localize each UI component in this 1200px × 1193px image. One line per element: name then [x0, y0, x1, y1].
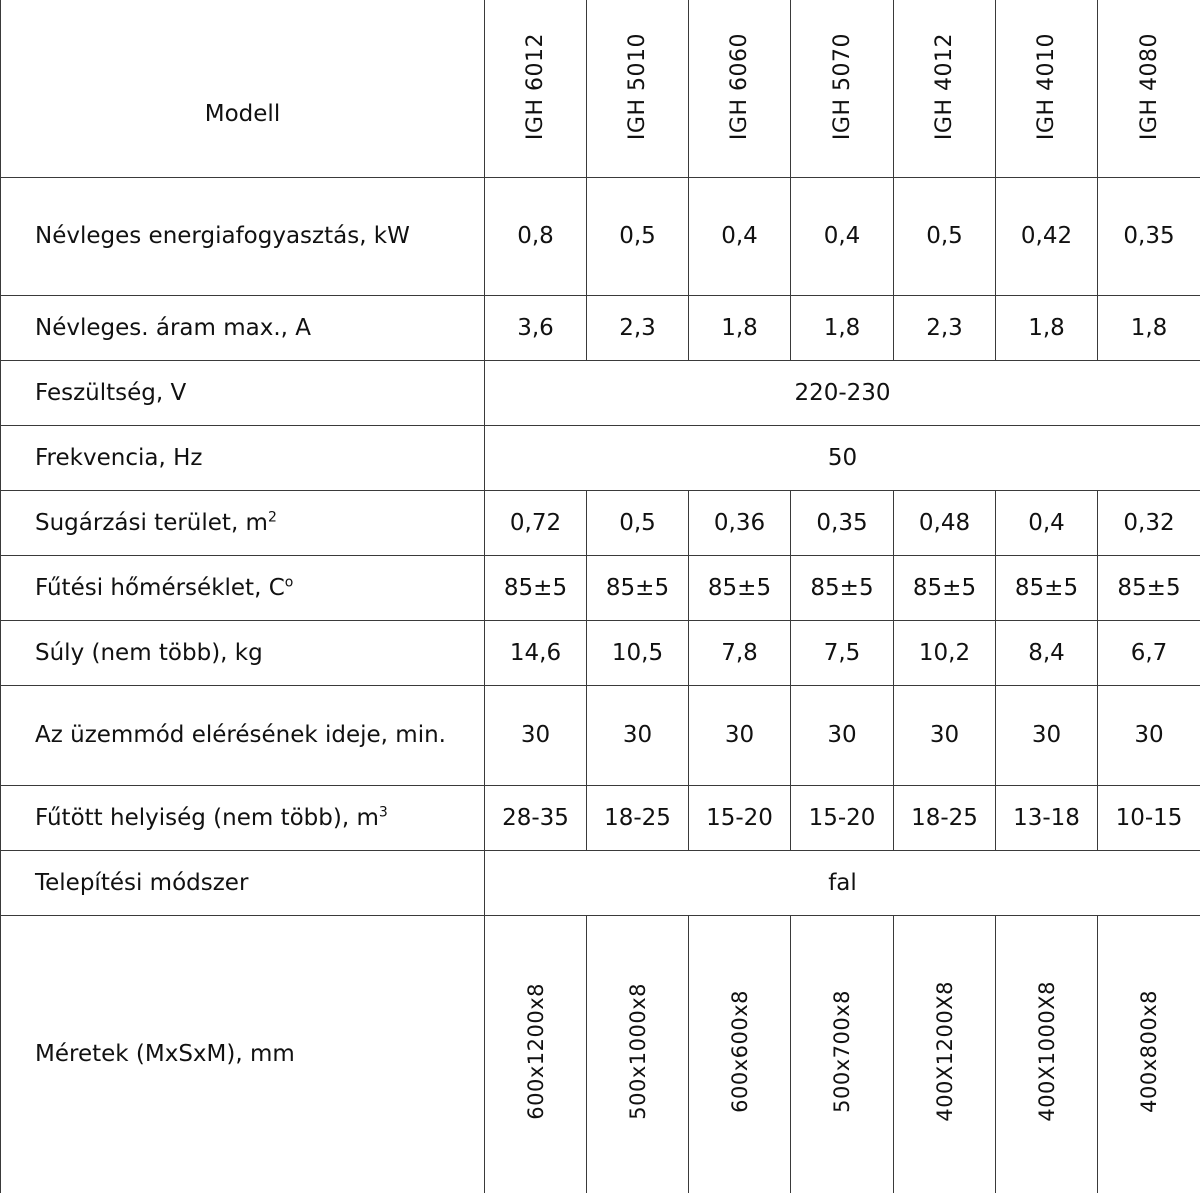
area-value: 0,36 [689, 490, 791, 555]
model-name [894, 0, 996, 177]
room-unit-superscript: 3 [379, 804, 388, 820]
room-value: 15-20 [689, 785, 791, 850]
area-value: 0,72 [485, 490, 587, 555]
dimensions-value-text: 600x600x8 [728, 990, 752, 1113]
dimensions-value-text: 400x800x8 [1137, 990, 1161, 1113]
temperature-unit-superscript: o [285, 574, 294, 590]
temperature-value: 85±5 [894, 555, 996, 620]
install-row [1, 850, 1200, 915]
current-row [1, 295, 1200, 360]
current-value: 1,8 [689, 295, 791, 360]
model-name [689, 0, 791, 177]
model-name [1098, 0, 1200, 177]
frequency-row [1, 425, 1200, 490]
dimensions-value-text: 500x1000x8 [626, 983, 650, 1120]
power-value: 0,35 [1098, 177, 1200, 295]
weight-value: 6,7 [1098, 620, 1200, 685]
voltage-row [1, 360, 1200, 425]
warmup-value: 30 [1098, 685, 1200, 785]
area-value: 0,4 [996, 490, 1098, 555]
power-value: 0,4 [689, 177, 791, 295]
current-value: 2,3 [894, 295, 996, 360]
weight-value: 10,5 [587, 620, 689, 685]
model-name-text: IGH 6012 [523, 33, 548, 140]
model-header-label: Modell [1, 0, 485, 177]
dimensions-value [485, 915, 587, 1193]
room-value: 18-25 [587, 785, 689, 850]
room-row [1, 785, 1200, 850]
power-value: 0,5 [587, 177, 689, 295]
install-label: Telepítési módszer [1, 850, 485, 915]
temperature-label: Fűtési hőmérséklet, C [35, 575, 285, 601]
current-value: 1,8 [1098, 295, 1200, 360]
current-label: Névleges. áram max., A [1, 295, 485, 360]
model-name [791, 0, 894, 177]
power-value: 0,4 [791, 177, 894, 295]
power-value: 0,5 [894, 177, 996, 295]
temperature-value: 85±5 [1098, 555, 1200, 620]
current-value: 1,8 [791, 295, 894, 360]
room-value: 28-35 [485, 785, 587, 850]
warmup-label: Az üzemmód elérésének ideje, min. [1, 685, 485, 785]
room-value: 10-15 [1098, 785, 1200, 850]
current-value: 3,6 [485, 295, 587, 360]
model-name-text: IGH 4012 [932, 33, 957, 140]
area-label: Sugárzási terület, m [35, 510, 268, 536]
dimensions-label: Méretek (MxSxM), mm [1, 915, 485, 1193]
current-value: 2,3 [587, 295, 689, 360]
temperature-value: 85±5 [485, 555, 587, 620]
current-value: 1,8 [996, 295, 1098, 360]
model-name [587, 0, 689, 177]
model-name-text: IGH 5070 [830, 33, 855, 140]
dimensions-value-text: 500x700x8 [830, 990, 854, 1113]
dimensions-value [587, 915, 689, 1193]
warmup-value: 30 [894, 685, 996, 785]
weight-value: 10,2 [894, 620, 996, 685]
model-name-text: IGH 6060 [727, 33, 752, 140]
frequency-value: 50 [485, 425, 1200, 490]
temperature-value: 85±5 [996, 555, 1098, 620]
power-value: 0,42 [996, 177, 1098, 295]
area-label-cell [1, 490, 485, 555]
dimensions-value-text: 400X1200X8 [933, 981, 957, 1122]
weight-value: 7,5 [791, 620, 894, 685]
dimensions-value [996, 915, 1098, 1193]
room-value: 15-20 [791, 785, 894, 850]
warmup-value: 30 [587, 685, 689, 785]
dimensions-value [894, 915, 996, 1193]
area-unit-superscript: 2 [268, 509, 277, 525]
area-value: 0,5 [587, 490, 689, 555]
dimensions-value-text: 600x1200x8 [524, 983, 548, 1120]
room-label-cell [1, 785, 485, 850]
model-name-text: IGH 4080 [1137, 33, 1162, 140]
weight-label: Súly (nem több), kg [1, 620, 485, 685]
install-value: fal [485, 850, 1200, 915]
dimensions-value [689, 915, 791, 1193]
area-value: 0,35 [791, 490, 894, 555]
dimensions-value [791, 915, 894, 1193]
room-value: 13-18 [996, 785, 1098, 850]
temperature-value: 85±5 [587, 555, 689, 620]
area-value: 0,32 [1098, 490, 1200, 555]
room-value: 18-25 [894, 785, 996, 850]
warmup-row [1, 685, 1200, 785]
model-name-text: IGH 4010 [1034, 33, 1059, 140]
dimensions-value [1098, 915, 1200, 1193]
warmup-value: 30 [996, 685, 1098, 785]
warmup-value: 30 [791, 685, 894, 785]
model-name [485, 0, 587, 177]
power-row [1, 177, 1200, 295]
temperature-row [1, 555, 1200, 620]
temperature-value: 85±5 [791, 555, 894, 620]
room-label: Fűtött helyiség (nem több), m [35, 805, 379, 831]
voltage-label: Feszültség, V [1, 360, 485, 425]
voltage-value: 220-230 [485, 360, 1200, 425]
weight-value: 14,6 [485, 620, 587, 685]
warmup-value: 30 [689, 685, 791, 785]
warmup-value: 30 [485, 685, 587, 785]
weight-value: 7,8 [689, 620, 791, 685]
power-value: 0,8 [485, 177, 587, 295]
power-label: Névleges energiafogyasztás, kW [1, 177, 485, 295]
temperature-value: 85±5 [689, 555, 791, 620]
dimensions-row [1, 915, 1200, 1193]
area-row [1, 490, 1200, 555]
temperature-label-cell [1, 555, 485, 620]
frequency-label: Frekvencia, Hz [1, 425, 485, 490]
weight-value: 8,4 [996, 620, 1098, 685]
area-value: 0,48 [894, 490, 996, 555]
dimensions-value-text: 400X1000X8 [1035, 981, 1059, 1122]
model-name [996, 0, 1098, 177]
model-header-row [1, 0, 1200, 177]
weight-row [1, 620, 1200, 685]
model-name-text: IGH 5010 [625, 33, 650, 140]
